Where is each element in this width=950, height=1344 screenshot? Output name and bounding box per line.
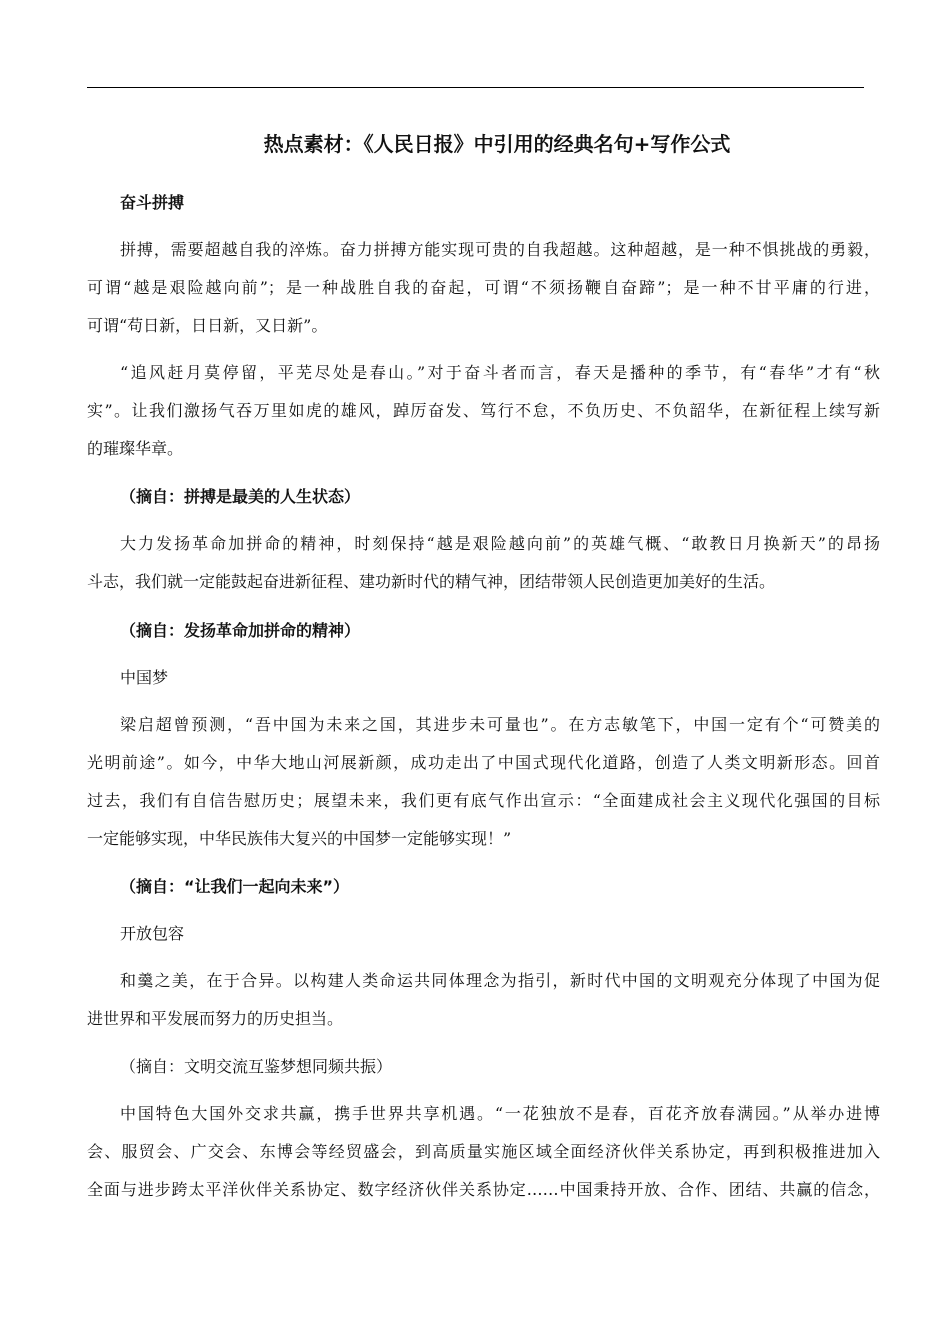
paragraph xyxy=(87,1095,880,1209)
text-line: 斗志，我们就一定能鼓起奋进新征程、建功新时代的精气神，团结带领人民创造更加美好的生活。 xyxy=(87,572,776,591)
section-heading xyxy=(87,184,880,222)
text-line: “追风赶月莫停留，平芜尽处是春山。”对于奋斗者而言，春天是播种的季节，有“春华”才有“秋 xyxy=(120,363,880,382)
paragraph xyxy=(87,231,880,345)
source-citation xyxy=(87,478,880,516)
text-line: （摘自：发扬革命加拼命的精神） xyxy=(120,621,361,640)
source-citation xyxy=(87,868,880,906)
text-line: 可谓“苟日新，日日新，又日新”。 xyxy=(87,316,328,335)
section-heading xyxy=(87,915,880,953)
text-line: 的璀璨华章。 xyxy=(87,439,184,458)
text-line: 中国梦 xyxy=(120,668,169,687)
text-line: 拼搏，需要超越自我的淬炼。奋力拼搏方能实现可贵的自我超越。这种超越，是一种不惧挑战的勇毅， xyxy=(120,240,880,259)
text-line: （摘自：文明交流互鉴梦想同频共振） xyxy=(120,1057,393,1076)
text-line: 奋斗拼搏 xyxy=(120,193,185,212)
source-citation xyxy=(87,1048,880,1086)
text-line: 梁启超曾预测，“吾中国为未来之国，其进步未可量也”。在方志敏笔下，中国一定有个“可赞美的 xyxy=(120,715,880,734)
text-line: （摘自：拼搏是最美的人生状态） xyxy=(120,487,361,506)
text-line: 实”。让我们激扬气吞万里如虎的雄风，踔厉奋发、笃行不怠，不负历史、不负韶华，在新征程上续写新 xyxy=(87,401,880,420)
paragraph xyxy=(87,706,880,858)
text-line: 进世界和平发展而努力的历史担当。 xyxy=(87,1009,344,1028)
paragraph xyxy=(87,354,880,468)
source-citation xyxy=(87,612,880,650)
text-line: 过去，我们有自信告慰历史；展望未来，我们更有底气作出宣示：“全面建成社会主义现代化强国的目标 xyxy=(87,791,880,810)
text-line: 会、服贸会、广交会、东博会等经贸盛会，到高质量实施区域全面经济伙伴关系协定，再到积极推进加入 xyxy=(87,1142,880,1161)
text-line: 可谓“越是艰险越向前”；是一种战胜自我的奋起，可谓“不须扬鞭自奋蹄”；是一种不甘平庸的行进， xyxy=(87,278,880,297)
text-line: 和羹之美，在于合异。以构建人类命运共同体理念为指引，新时代中国的文明观充分体现了中国为促 xyxy=(120,971,880,990)
text-line: 一定能够实现，中华民族伟大复兴的中国梦一定能够实现！” xyxy=(87,829,512,848)
page-title: 热点素材：《人民日报》中引用的经典名句+写作公式 xyxy=(263,132,731,156)
text-line: 开放包容 xyxy=(120,924,185,943)
text-line: （摘自：“让我们一起向未来”） xyxy=(120,877,350,896)
text-line: 大力发扬革命加拼命的精神，时刻保持“越是艰险越向前”的英雄气概、“敢教日月换新天”的昂扬 xyxy=(120,534,880,553)
text-line: 全面与进步跨太平洋伙伴关系协定、数字经济伙伴关系协定……中国秉持开放、合作、团结、共赢的信念， xyxy=(87,1180,880,1199)
text-line: 中国特色大国外交求共赢，携手世界共享机遇。“一花独放不是春，百花齐放春满园。”从举办进博 xyxy=(120,1104,880,1123)
text-line: 光明前途”。如今，中华大地山河展新颜，成功走出了中国式现代化道路，创造了人类文明新形态。回首 xyxy=(87,753,880,772)
paragraph xyxy=(87,962,880,1038)
header-rule xyxy=(87,87,864,88)
paragraph xyxy=(87,525,880,601)
section-heading xyxy=(87,659,880,697)
